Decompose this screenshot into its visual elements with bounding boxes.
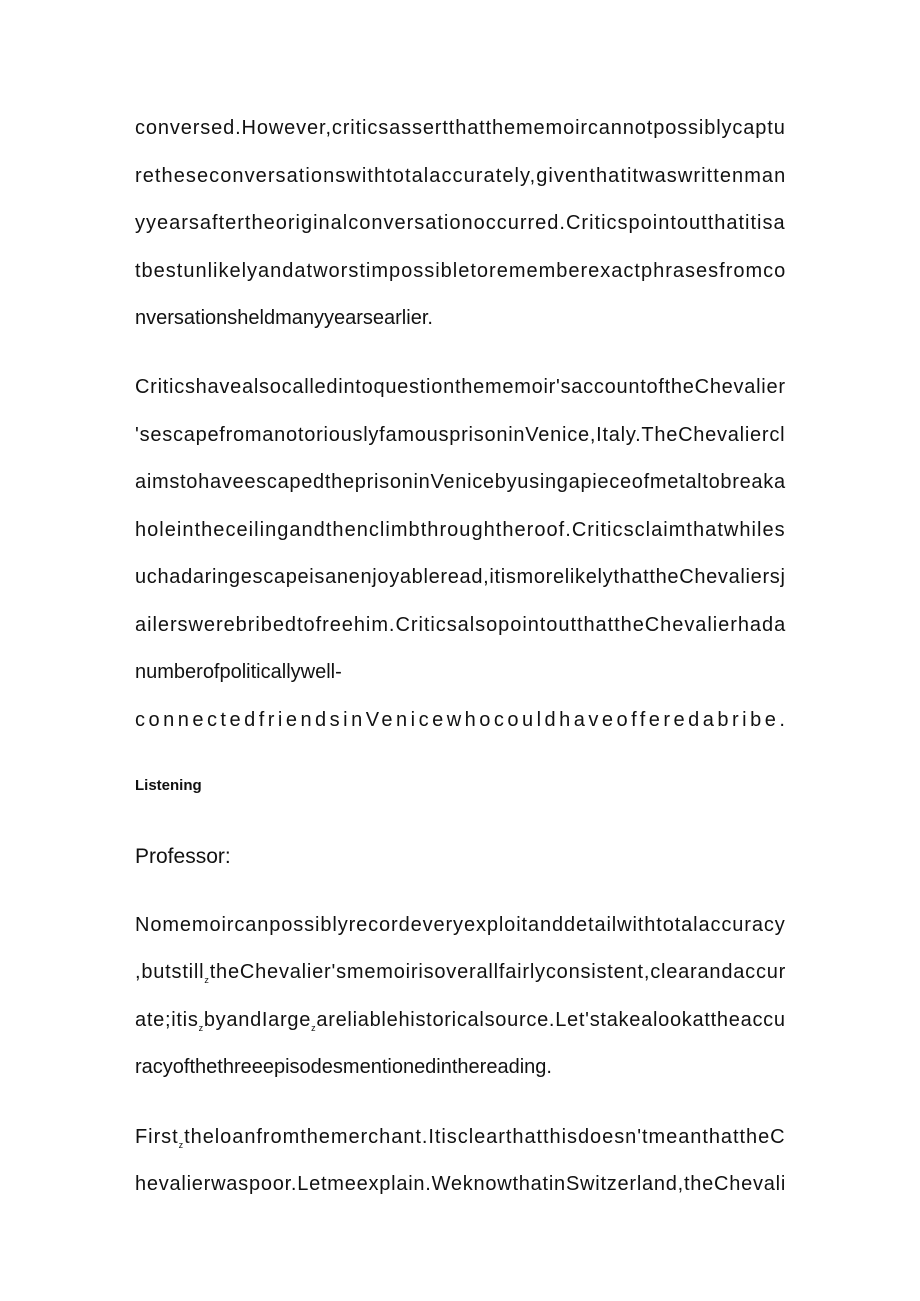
text-run: byandIarge xyxy=(203,1009,312,1031)
subscript-mark: z xyxy=(204,975,210,985)
paragraph4-line xyxy=(135,1125,786,1157)
paragraph1-line: nversationsheldmanyyearsearlier. xyxy=(135,307,433,329)
paragraph1-line: yyearsaftertheoriginalconversationoccurred.Criticspointoutthatitisa xyxy=(135,212,786,234)
paragraph4-line: hevalierwaspoor.Letmeexplain.WeknowthatinSwitzerland,theChevali xyxy=(135,1173,787,1195)
paragraph3-line xyxy=(135,960,786,992)
paragraph3-line xyxy=(135,1008,786,1040)
speaker-label: Professor: xyxy=(135,845,231,868)
text-run: theChevalier'smemoirisoverallfairlyconsistent,clearandaccur xyxy=(209,961,787,983)
text-run: ate;itis xyxy=(135,1009,199,1031)
text-run: First xyxy=(135,1126,179,1148)
paragraph2-line: numberofpoliticallywell- xyxy=(135,661,342,683)
text-run: ,butstill xyxy=(135,961,205,983)
paragraph2-line: aimstohaveescapedtheprisoninVenicebyusingapieceofmetaltobreaka xyxy=(135,471,786,493)
paragraph1-line: conversed.However,criticsassertthatthememoircannotpossiblycaptu xyxy=(135,117,786,139)
paragraph1-line: tbestunlikelyandatworstimpossibletorememberexactphrasesfromco xyxy=(135,260,787,282)
paragraph2-line: 'sescapefromanotoriouslyfamousprisoninVenice,Italy.TheChevaliercl xyxy=(135,424,786,446)
subscript-mark: z xyxy=(198,1023,204,1033)
section-heading: Listening xyxy=(135,777,202,794)
text-run: areliablehistoricalsource.Let'stakealookattheaccu xyxy=(316,1009,786,1031)
paragraph3-line: racyofthethreeepisodesmentionedinthereading. xyxy=(135,1056,552,1078)
paragraph2-line: Criticshavealsocalledintoquestionthememoir'saccountoftheChevalier xyxy=(135,376,786,398)
paragraph3-line: Nomemoircanpossiblyrecordeveryexploitanddetailwithtotalaccuracy xyxy=(135,914,786,936)
paragraph1-line: retheseconversationswithtotalaccurately,giventhatitwaswrittenman xyxy=(135,165,787,187)
paragraph2-line: connectedfriendsinVenicewhocouldhaveofferedabribe. xyxy=(135,709,789,731)
paragraph2-line: holeintheceilingandthenclimbthroughtheroof.Criticsclaimthatwhiles xyxy=(135,519,786,541)
paragraph2-line: ailerswerebribedtofreehim.CriticsalsopointoutthattheChevalierhada xyxy=(135,614,787,636)
subscript-mark: z xyxy=(311,1023,317,1033)
paragraph2-line: uchadaringescapeisanenjoyableread,itismorelikelythattheChevaliersj xyxy=(135,566,786,588)
text-run: theloanfromthemerchant.Itisclearthatthisdoesn'tmeanthattheC xyxy=(184,1126,786,1148)
subscript-mark: z xyxy=(178,1140,185,1150)
